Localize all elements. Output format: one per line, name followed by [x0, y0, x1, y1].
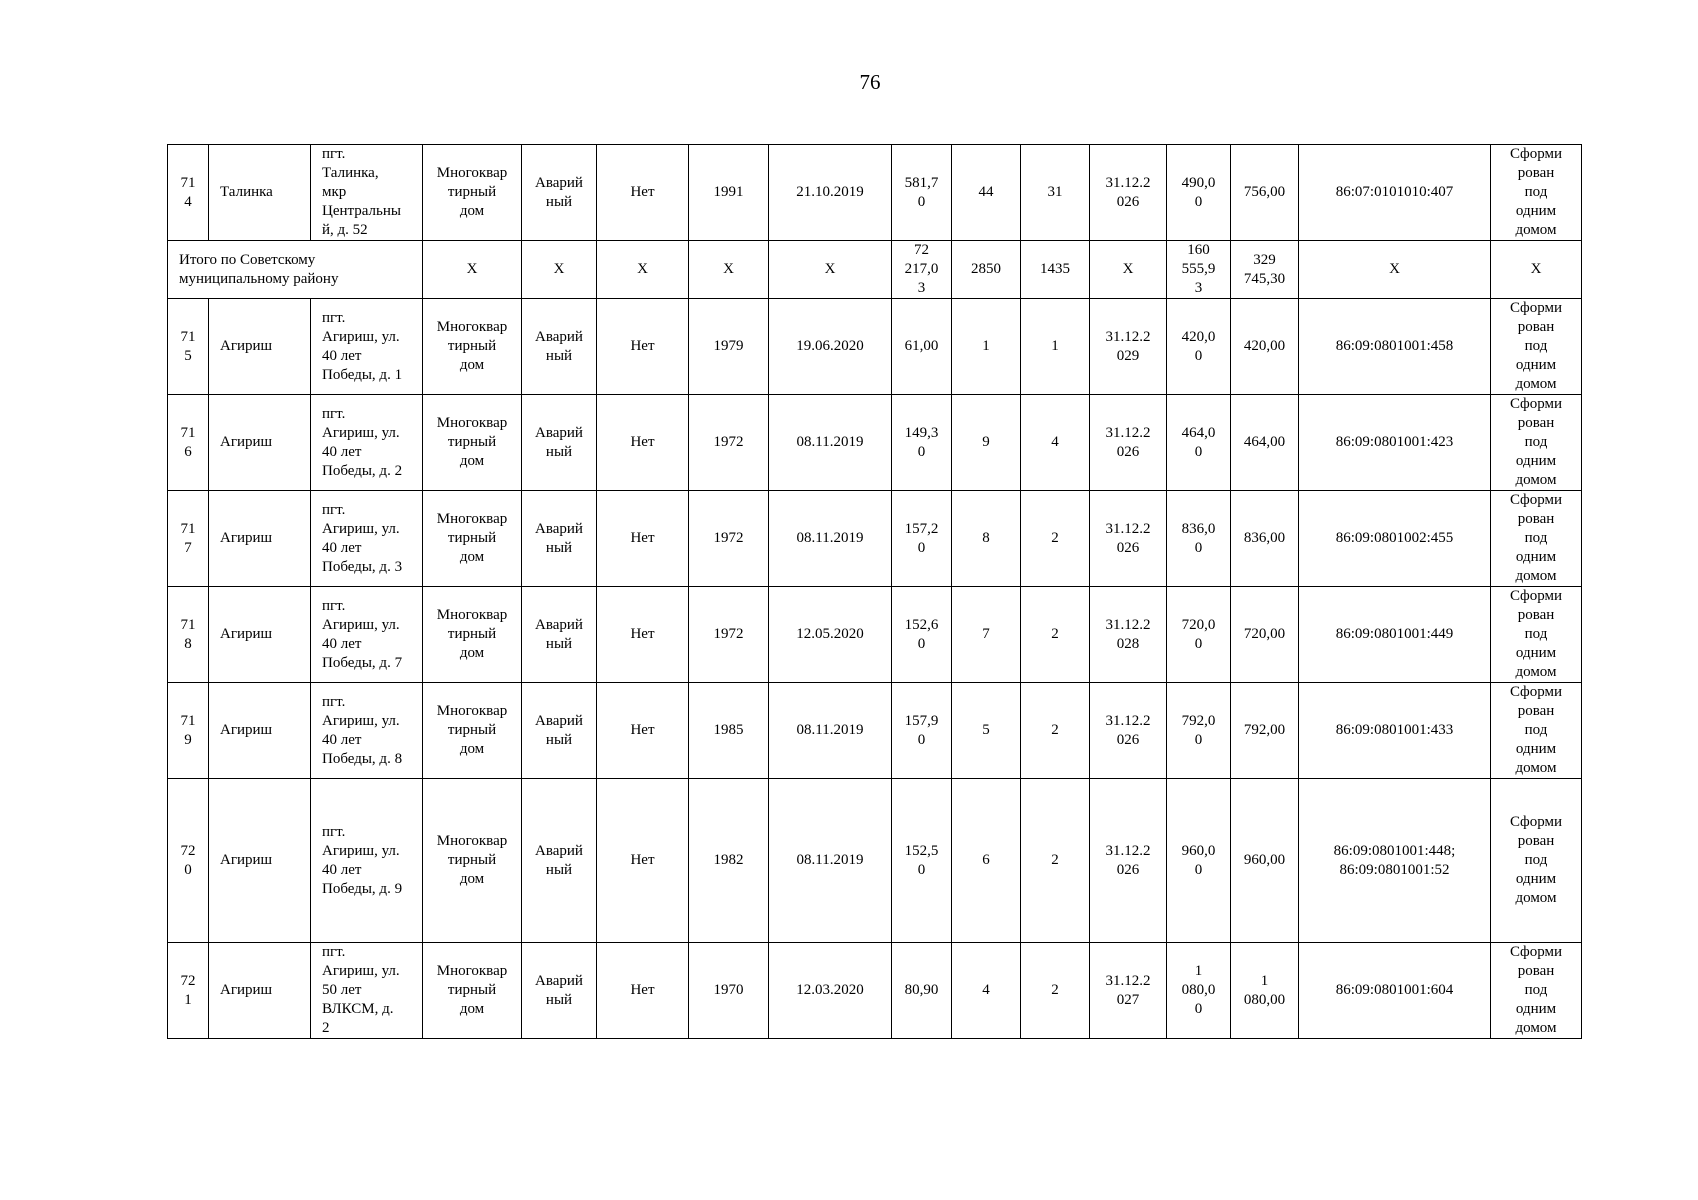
- row-number-cell: 71 5: [168, 299, 209, 395]
- area-cell: 80,90: [892, 943, 952, 1039]
- housing-registry-table: [167, 144, 1582, 1039]
- deadline-cell: 31.12.2 026: [1090, 683, 1167, 779]
- land-total-cell: 1 080,00: [1231, 943, 1299, 1039]
- total-cell: Х: [689, 241, 769, 299]
- date-cell: 08.11.2019: [769, 779, 892, 943]
- land-area-cell: 490,0 0: [1167, 145, 1231, 241]
- area-cell: 581,7 0: [892, 145, 952, 241]
- land-total-cell: 720,00: [1231, 587, 1299, 683]
- land-total-cell: 420,00: [1231, 299, 1299, 395]
- status-cell: Сформи рован под одним домом: [1491, 779, 1582, 943]
- area-cell: 152,5 0: [892, 779, 952, 943]
- year-cell: 1991: [689, 145, 769, 241]
- cadastral-cell: 86:09:0801002:455: [1299, 491, 1491, 587]
- total-cell: Х: [597, 241, 689, 299]
- condition-cell: Аварий ный: [522, 683, 597, 779]
- residents-cell: 44: [952, 145, 1021, 241]
- land-area-cell: 960,0 0: [1167, 779, 1231, 943]
- area-cell: 61,00: [892, 299, 952, 395]
- settlement-cell: Агириш: [209, 395, 311, 491]
- flag-cell: Нет: [597, 491, 689, 587]
- cadastral-cell: 86:09:0801001:448; 86:09:0801001:52: [1299, 779, 1491, 943]
- year-cell: 1972: [689, 587, 769, 683]
- land-area-cell: 464,0 0: [1167, 395, 1231, 491]
- address-cell: пгт. Агириш, ул. 40 лет Победы, д. 2: [311, 395, 423, 491]
- flag-cell: Нет: [597, 395, 689, 491]
- flag-cell: Нет: [597, 683, 689, 779]
- total-cell: Х: [522, 241, 597, 299]
- date-cell: 08.11.2019: [769, 683, 892, 779]
- year-cell: 1985: [689, 683, 769, 779]
- page-number: 76: [859, 70, 881, 94]
- status-cell: Сформи рован под одним домом: [1491, 943, 1582, 1039]
- area-cell: 149,3 0: [892, 395, 952, 491]
- deadline-cell: 31.12.2 026: [1090, 491, 1167, 587]
- land-total-cell: 792,00: [1231, 683, 1299, 779]
- house-type-cell: Многоквар тирный дом: [423, 491, 522, 587]
- area-cell: 152,6 0: [892, 587, 952, 683]
- units-cell: 2: [1021, 587, 1090, 683]
- row-number-cell: 71 8: [168, 587, 209, 683]
- land-total-cell: 960,00: [1231, 779, 1299, 943]
- total-row: [168, 241, 1582, 299]
- house-type-cell: Многоквар тирный дом: [423, 683, 522, 779]
- table-row: [168, 943, 1582, 1039]
- settlement-cell: Агириш: [209, 299, 311, 395]
- deadline-cell: 31.12.2 026: [1090, 779, 1167, 943]
- condition-cell: Аварий ный: [522, 943, 597, 1039]
- row-number-cell: 72 0: [168, 779, 209, 943]
- land-total-cell: 756,00: [1231, 145, 1299, 241]
- year-cell: 1972: [689, 395, 769, 491]
- table-row: [168, 145, 1582, 241]
- total-land-total-cell: 329 745,30: [1231, 241, 1299, 299]
- table-row: [168, 587, 1582, 683]
- date-cell: 08.11.2019: [769, 395, 892, 491]
- total-residents-cell: 2850: [952, 241, 1021, 299]
- house-type-cell: Многоквар тирный дом: [423, 779, 522, 943]
- house-type-cell: Многоквар тирный дом: [423, 943, 522, 1039]
- flag-cell: Нет: [597, 779, 689, 943]
- area-cell: 157,9 0: [892, 683, 952, 779]
- date-cell: 08.11.2019: [769, 491, 892, 587]
- address-cell: пгт. Агириш, ул. 40 лет Победы, д. 1: [311, 299, 423, 395]
- deadline-cell: 31.12.2 026: [1090, 395, 1167, 491]
- total-area-cell: 72 217,0 3: [892, 241, 952, 299]
- deadline-cell: 31.12.2 026: [1090, 145, 1167, 241]
- total-cell: Х: [423, 241, 522, 299]
- settlement-cell: Агириш: [209, 491, 311, 587]
- cadastral-cell: 86:09:0801001:449: [1299, 587, 1491, 683]
- cadastral-cell: 86:09:0801001:433: [1299, 683, 1491, 779]
- house-type-cell: Многоквар тирный дом: [423, 299, 522, 395]
- flag-cell: Нет: [597, 145, 689, 241]
- settlement-cell: Талинка: [209, 145, 311, 241]
- residents-cell: 7: [952, 587, 1021, 683]
- land-area-cell: 720,0 0: [1167, 587, 1231, 683]
- date-cell: 12.03.2020: [769, 943, 892, 1039]
- cadastral-cell: 86:07:0101010:407: [1299, 145, 1491, 241]
- house-type-cell: Многоквар тирный дом: [423, 587, 522, 683]
- row-number-cell: 71 9: [168, 683, 209, 779]
- year-cell: 1972: [689, 491, 769, 587]
- flag-cell: Нет: [597, 943, 689, 1039]
- date-cell: 19.06.2020: [769, 299, 892, 395]
- land-area-cell: 836,0 0: [1167, 491, 1231, 587]
- table-row: [168, 779, 1582, 943]
- land-area-cell: 420,0 0: [1167, 299, 1231, 395]
- address-cell: пгт. Агириш, ул. 40 лет Победы, д. 7: [311, 587, 423, 683]
- row-number-cell: 72 1: [168, 943, 209, 1039]
- flag-cell: Нет: [597, 299, 689, 395]
- status-cell: Сформи рован под одним домом: [1491, 683, 1582, 779]
- units-cell: 1: [1021, 299, 1090, 395]
- status-cell: Сформи рован под одним домом: [1491, 395, 1582, 491]
- total-land-area-cell: 160 555,9 3: [1167, 241, 1231, 299]
- residents-cell: 8: [952, 491, 1021, 587]
- flag-cell: Нет: [597, 587, 689, 683]
- row-number-cell: 71 7: [168, 491, 209, 587]
- deadline-cell: 31.12.2 027: [1090, 943, 1167, 1039]
- total-cell: Х: [769, 241, 892, 299]
- total-label: Итого по Советскому муниципальному району: [168, 241, 423, 299]
- land-total-cell: 836,00: [1231, 491, 1299, 587]
- condition-cell: Аварий ный: [522, 145, 597, 241]
- land-area-cell: 792,0 0: [1167, 683, 1231, 779]
- units-cell: 31: [1021, 145, 1090, 241]
- address-cell: пгт. Агириш, ул. 40 лет Победы, д. 3: [311, 491, 423, 587]
- residents-cell: 9: [952, 395, 1021, 491]
- address-cell: пгт. Агириш, ул. 40 лет Победы, д. 9: [311, 779, 423, 943]
- deadline-cell: 31.12.2 028: [1090, 587, 1167, 683]
- cadastral-cell: 86:09:0801001:458: [1299, 299, 1491, 395]
- table-row: [168, 395, 1582, 491]
- cadastral-cell: 86:09:0801001:423: [1299, 395, 1491, 491]
- status-cell: Сформи рован под одним домом: [1491, 491, 1582, 587]
- condition-cell: Аварий ный: [522, 299, 597, 395]
- house-type-cell: Многоквар тирный дом: [423, 145, 522, 241]
- residents-cell: 1: [952, 299, 1021, 395]
- date-cell: 12.05.2020: [769, 587, 892, 683]
- row-number-cell: 71 4: [168, 145, 209, 241]
- status-cell: Сформи рован под одним домом: [1491, 299, 1582, 395]
- settlement-cell: Агириш: [209, 683, 311, 779]
- address-cell: пгт. Талинка, мкр Центральны й, д. 52: [311, 145, 423, 241]
- land-area-cell: 1 080,0 0: [1167, 943, 1231, 1039]
- condition-cell: Аварий ный: [522, 491, 597, 587]
- settlement-cell: Агириш: [209, 587, 311, 683]
- date-cell: 21.10.2019: [769, 145, 892, 241]
- table-row: [168, 491, 1582, 587]
- deadline-cell: 31.12.2 029: [1090, 299, 1167, 395]
- total-cell: Х: [1090, 241, 1167, 299]
- year-cell: 1982: [689, 779, 769, 943]
- total-units-cell: 1435: [1021, 241, 1090, 299]
- units-cell: 2: [1021, 683, 1090, 779]
- address-cell: пгт. Агириш, ул. 50 лет ВЛКСМ, д. 2: [311, 943, 423, 1039]
- total-cell: Х: [1491, 241, 1582, 299]
- status-cell: Сформи рован под одним домом: [1491, 145, 1582, 241]
- residents-cell: 5: [952, 683, 1021, 779]
- condition-cell: Аварий ный: [522, 395, 597, 491]
- land-total-cell: 464,00: [1231, 395, 1299, 491]
- total-cell: Х: [1299, 241, 1491, 299]
- table-row: [168, 683, 1582, 779]
- units-cell: 2: [1021, 779, 1090, 943]
- cadastral-cell: 86:09:0801001:604: [1299, 943, 1491, 1039]
- year-cell: 1970: [689, 943, 769, 1039]
- settlement-cell: Агириш: [209, 943, 311, 1039]
- year-cell: 1979: [689, 299, 769, 395]
- condition-cell: Аварий ный: [522, 779, 597, 943]
- table-row: [168, 299, 1582, 395]
- status-cell: Сформи рован под одним домом: [1491, 587, 1582, 683]
- settlement-cell: Агириш: [209, 779, 311, 943]
- condition-cell: Аварий ный: [522, 587, 597, 683]
- address-cell: пгт. Агириш, ул. 40 лет Победы, д. 8: [311, 683, 423, 779]
- residents-cell: 6: [952, 779, 1021, 943]
- units-cell: 4: [1021, 395, 1090, 491]
- row-number-cell: 71 6: [168, 395, 209, 491]
- house-type-cell: Многоквар тирный дом: [423, 395, 522, 491]
- units-cell: 2: [1021, 491, 1090, 587]
- residents-cell: 4: [952, 943, 1021, 1039]
- units-cell: 2: [1021, 943, 1090, 1039]
- area-cell: 157,2 0: [892, 491, 952, 587]
